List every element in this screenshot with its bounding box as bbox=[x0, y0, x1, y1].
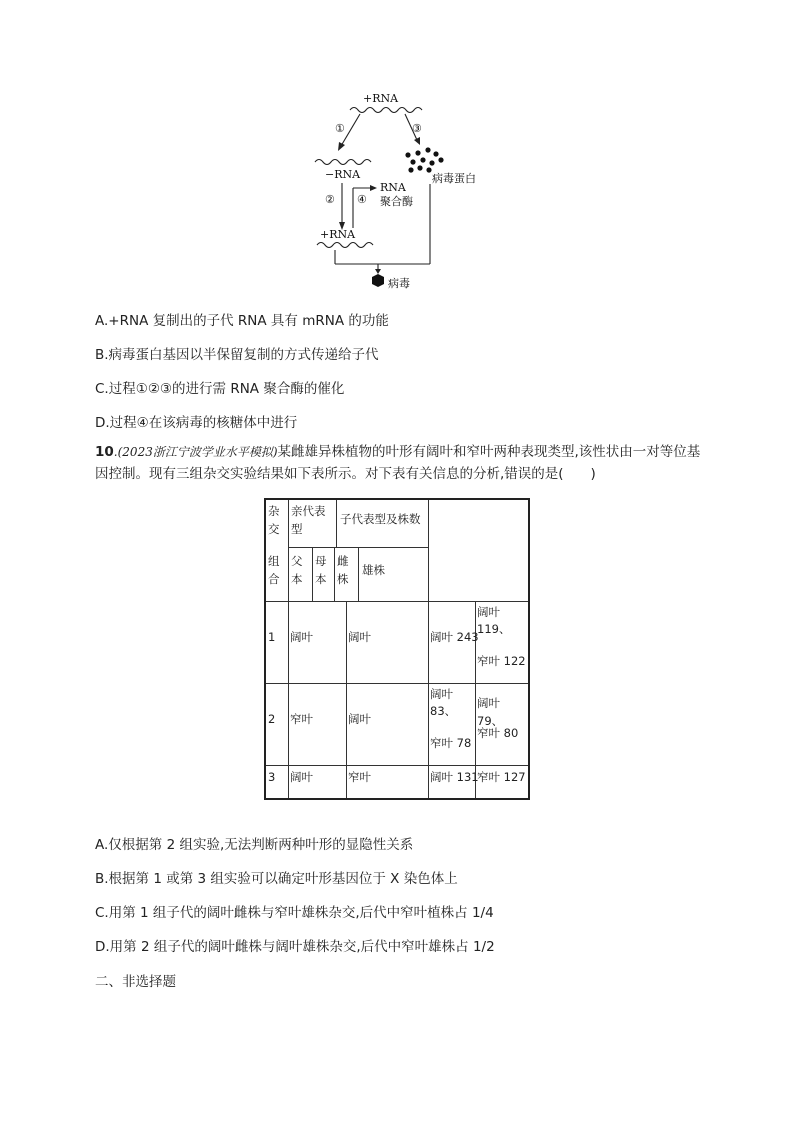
row3-group: 3 bbox=[268, 770, 276, 784]
th-offspring: 子代表型及株数 bbox=[340, 512, 421, 526]
q9-option-c: C.过程①②③的进行需 RNA 聚合酶的催化 bbox=[95, 381, 345, 397]
row1-father: 阔叶 bbox=[290, 630, 313, 644]
cross-results-table bbox=[264, 498, 530, 800]
th-group-2: 合 bbox=[268, 572, 280, 586]
row3-father: 阔叶 bbox=[290, 770, 313, 784]
row2-male-2: 窄叶 80 bbox=[477, 726, 519, 740]
label-rna-pol-2: 聚合酶 bbox=[380, 195, 413, 208]
row2-female-3: 窄叶 78 bbox=[430, 736, 472, 750]
label-step-1: ① bbox=[335, 122, 345, 135]
label-step-2: ② bbox=[325, 193, 335, 206]
row1-male-3: 窄叶 122 bbox=[477, 654, 526, 668]
diagram-arrows bbox=[305, 88, 535, 298]
row2-group: 2 bbox=[268, 712, 276, 726]
q9-option-b: B.病毒蛋白基因以半保留复制的方式传递给子代 bbox=[95, 347, 379, 363]
th-parent-1: 亲代表 bbox=[291, 504, 326, 518]
row2-father: 窄叶 bbox=[290, 712, 313, 726]
row1-mother: 阔叶 bbox=[348, 630, 371, 644]
th-male: 雄株 bbox=[362, 563, 385, 577]
label-step-4: ④ bbox=[357, 193, 367, 206]
q9-option-d: D.过程④在该病毒的核糖体中进行 bbox=[95, 415, 298, 431]
q10-option-d: D.用第 2 组子代的阔叶雌株与阔叶雄株杂交,后代中窄叶雄株占 1/2 bbox=[95, 939, 495, 955]
th-cross-1: 杂 bbox=[268, 504, 280, 518]
th-father-1: 父 bbox=[291, 554, 303, 568]
row1-female: 阔叶 243 bbox=[430, 630, 479, 644]
th-mother-2: 本 bbox=[315, 572, 327, 586]
plus-rna-bottom-strand bbox=[317, 243, 373, 248]
minus-rna-strand bbox=[315, 160, 371, 165]
q10-source: .(2023浙江宁波学业水平模拟) bbox=[113, 445, 278, 459]
row3-female: 阔叶 131 bbox=[430, 770, 479, 784]
row3-mother: 窄叶 bbox=[348, 770, 371, 784]
row1-male-1: 阔叶 bbox=[477, 605, 500, 619]
label-plus-rna-top: +RNA bbox=[363, 92, 399, 105]
q10-stem bbox=[95, 441, 705, 485]
row2-female-1: 阔叶 bbox=[430, 687, 453, 701]
rna-virus-diagram bbox=[305, 88, 535, 298]
q10-option-a: A.仅根据第 2 组实验,无法判断两种叶形的显隐性关系 bbox=[95, 837, 414, 853]
th-father-2: 本 bbox=[291, 572, 303, 586]
virus-protein-dots bbox=[405, 147, 443, 172]
row1-group: 1 bbox=[268, 630, 276, 644]
plus-rna-top-strand bbox=[350, 108, 422, 113]
row3-male: 窄叶 127 bbox=[477, 770, 526, 784]
th-mother-1: 母 bbox=[315, 554, 327, 568]
label-virus-protein: 病毒蛋白 bbox=[432, 172, 476, 185]
q10-stem-text: 某雌雄异株植物的叶形有阔叶和窄叶两种表现类型,该性状由一对等位基因控制。现有三组杂交实验结果如下表所示。对下表有关信息的分析,错误的是( ) bbox=[95, 444, 701, 482]
label-virus: 病毒 bbox=[388, 277, 410, 290]
q10-number: 10 bbox=[95, 444, 114, 460]
q10-option-b: B.根据第 1 或第 3 组实验可以确定叶形基因位于 X 染色体上 bbox=[95, 871, 458, 887]
label-minus-rna: −RNA bbox=[325, 168, 361, 181]
virus-hexagon-icon bbox=[372, 274, 384, 287]
row1-male-2: 119、 bbox=[477, 622, 511, 636]
q10-option-c: C.用第 1 组子代的阔叶雌株与窄叶雄株杂交,后代中窄叶植株占 1/4 bbox=[95, 905, 494, 921]
q9-option-a: A.+RNA 复制出的子代 RNA 具有 mRNA 的功能 bbox=[95, 313, 389, 329]
label-rna-pol-1: RNA bbox=[380, 181, 406, 194]
label-step-3: ③ bbox=[412, 122, 422, 135]
th-female-1: 雌 bbox=[337, 554, 349, 568]
label-plus-rna-bottom: +RNA bbox=[320, 228, 356, 241]
th-parent-2: 型 bbox=[291, 522, 303, 536]
th-female-2: 株 bbox=[337, 572, 349, 586]
row2-female-2: 83、 bbox=[430, 704, 457, 718]
row2-male-1: 阔叶 79、 bbox=[477, 696, 504, 728]
row2-mother: 阔叶 bbox=[348, 712, 371, 726]
th-group-1: 组 bbox=[268, 554, 280, 568]
th-cross-2: 交 bbox=[268, 522, 280, 536]
section-heading: 二、非选择题 bbox=[95, 974, 176, 990]
